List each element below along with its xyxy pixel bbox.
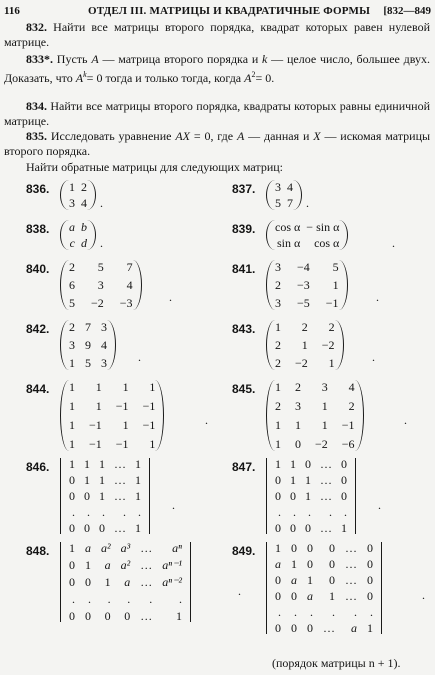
matrix-cell: 5 <box>69 296 75 310</box>
matrix-cell: 1 <box>321 418 328 432</box>
matrix-cell: … <box>114 489 126 503</box>
matrix-cell: 1 <box>69 457 75 471</box>
matrix-cell: 1 <box>69 356 75 370</box>
matrix-cell: −6 <box>341 437 355 451</box>
matrix-cell: 1 <box>275 320 281 334</box>
section-title: ОТДЕЛ III. МАТРИЦЫ И КВАДРАТИЧНЫЕ ФОРМЫ <box>88 5 371 17</box>
matrix-cell: 0 <box>275 573 281 587</box>
matrix-cell: 0 <box>69 521 75 535</box>
matrix-cell: . <box>178 592 182 606</box>
matrix-cell: 1 <box>275 437 281 451</box>
matrix-cell: 1 <box>69 180 75 194</box>
matrix-cell: a <box>124 575 131 589</box>
matrix-cell: . <box>344 505 347 519</box>
matrix-cell: 5 <box>97 260 104 274</box>
matrix-cell: 2 <box>295 380 301 394</box>
matrix-cell: … <box>320 521 332 535</box>
matrix-cell: 0 <box>367 557 373 571</box>
matrix-cell: 0 <box>295 437 301 451</box>
matrix-cell: . <box>149 592 153 606</box>
matrix-cell: 2 <box>328 320 335 334</box>
matrix-cell: 1 <box>305 489 311 503</box>
matrix-cell: 3 <box>275 296 281 310</box>
matrix-cell: 0 <box>329 541 335 555</box>
page-header <box>4 5 431 19</box>
matrix-cell: 0 <box>291 589 297 603</box>
matrix-cell: 3 <box>321 380 328 394</box>
matrix-cell: −1 <box>341 418 355 432</box>
matrix-cell: −1 <box>89 418 102 432</box>
matrix-cell: 1 <box>301 338 308 352</box>
matrix-cell: 0 <box>69 558 75 572</box>
matrix-cell: . <box>107 592 111 606</box>
matrix-cell: 3 <box>69 196 75 210</box>
matrix-cell: −1 <box>89 437 102 451</box>
matrix-cell: −4 <box>297 260 310 274</box>
matrix-cell: 7 <box>126 260 133 274</box>
matrix-cell: 1 <box>275 418 281 432</box>
matrix-cell: −1 <box>325 296 339 310</box>
matrix-cell: … <box>320 489 332 503</box>
problem-835: 835. Исследовать уравнение AX = 0, где A — данная и X — искомая матрицы второго порядка. <box>4 129 431 158</box>
matrix-cell: . <box>294 605 297 619</box>
matrix-cell: … <box>345 589 357 603</box>
matrix-cell: b <box>81 220 87 234</box>
matrix-cell: a <box>275 557 281 571</box>
matrix-cell: . <box>293 505 296 519</box>
matrix-cell: d <box>81 236 87 250</box>
matrix-cell: 0 <box>290 521 296 535</box>
matrix-cell: 2 <box>348 399 355 413</box>
matrix-cell: 1 <box>175 609 182 623</box>
matrix-cell: 1 <box>321 399 328 413</box>
matrix-cell: 1 <box>290 457 296 471</box>
matrix-cell: 0 <box>341 457 347 471</box>
matrix-cell: … <box>320 473 332 487</box>
matrix-cell: 3 <box>69 338 75 352</box>
intro-line: Найти обратные матрицы для следующих матриц: <box>26 160 284 174</box>
matrix-cell: −1 <box>115 437 129 451</box>
matrix-cell: a <box>291 573 297 587</box>
matrix-cell: 2 <box>275 278 281 292</box>
matrix-cell: 5 <box>332 260 339 274</box>
matrix-cell: 0 <box>69 609 75 623</box>
matrix-cell: 0 <box>329 573 335 587</box>
note-849: (порядок матрицы n + 1). <box>272 656 401 670</box>
matrix-cell: 1 <box>104 575 111 589</box>
matrix-cell: . <box>278 505 281 519</box>
matrix-cell: 0 <box>291 541 297 555</box>
matrix-cell: 0 <box>104 609 111 623</box>
matrix-cell: 0 <box>367 541 373 555</box>
matrix-cell: 1 <box>295 418 301 432</box>
page-number: 116 <box>4 5 20 17</box>
matrix-cell: 1 <box>122 418 129 432</box>
matrix-cell: 1 <box>84 473 90 487</box>
matrix-cell: 2 <box>275 356 281 370</box>
matrix-cell: … <box>345 541 357 555</box>
matrix-cell: a <box>85 541 91 555</box>
matrix-cell: −2 <box>315 437 328 451</box>
matrix-cell: . <box>278 605 281 619</box>
matrix-cell: 2 <box>275 338 281 352</box>
matrix-cell: −3 <box>297 278 310 292</box>
matrix-cell: 2 <box>275 399 281 413</box>
matrix-cell: 1 <box>275 541 281 555</box>
matrix-cell: −1 <box>115 399 129 413</box>
matrix-cell: 0 <box>307 621 313 635</box>
matrix-cell: 1 <box>122 380 129 394</box>
matrix-cell: . <box>370 605 373 619</box>
matrix-cell: … <box>140 575 153 589</box>
matrix-cell: . <box>329 505 332 519</box>
matrix-cell: 9 <box>85 338 91 352</box>
matrix-cell: … <box>114 457 126 471</box>
matrix-cell: 1 <box>135 473 141 487</box>
matrix-cell: . <box>123 505 126 519</box>
problem-range: [832—849 <box>383 5 431 17</box>
matrix-cell: 1 <box>84 457 90 471</box>
matrix-cell: 0 <box>367 589 373 603</box>
matrix-cell: a <box>307 589 313 603</box>
matrix-cell: 2 <box>69 260 75 274</box>
matrix-cell: 1 <box>99 457 105 471</box>
matrix-cell: −2 <box>295 356 308 370</box>
matrix-cell: 5 <box>275 196 281 210</box>
matrix-cell: 1 <box>69 380 75 394</box>
matrix-cell: 0 <box>290 489 296 503</box>
matrix-cell: 6 <box>69 278 75 292</box>
matrix-cell: . <box>138 505 141 519</box>
matrix-cell: 3 <box>295 399 301 413</box>
matrix-cell: 0 <box>275 621 281 635</box>
matrix-cell: 1 <box>135 457 141 471</box>
matrix-cell: … <box>140 609 153 623</box>
matrix-cell: 0 <box>305 521 311 535</box>
matrix-cell: 1 <box>69 541 75 555</box>
matrix-cell: … <box>323 621 335 635</box>
matrix-cell: 1 <box>149 437 156 451</box>
matrix-cell: 1 <box>69 399 75 413</box>
matrix-cell: 0 <box>275 521 281 535</box>
matrix-cell: 0 <box>84 489 90 503</box>
matrix-cell: 4 <box>81 196 87 210</box>
matrix-cell: 1 <box>69 437 75 451</box>
matrix-cell: . <box>308 505 311 519</box>
matrix-cell: . <box>87 505 90 519</box>
matrix-cell: 1 <box>135 521 141 535</box>
matrix-cell: 4 <box>101 338 107 352</box>
matrix-cell: . <box>88 592 91 606</box>
matrix-cell: 1 <box>99 489 105 503</box>
problem-833: 833*. Пусть A — матрица второго порядка и k — целое число, большее двух. Доказать, что $A^k= 0$ тогда и только тогда, когда $A^2= 0$. <box>4 52 430 85</box>
matrix-cell: 1 <box>307 573 313 587</box>
matrix-cell: 0 <box>275 473 281 487</box>
matrix-cell: 0 <box>69 473 75 487</box>
matrix-cell: cos α <box>314 236 340 250</box>
matrix-cell: 0 <box>275 589 281 603</box>
matrix-cell: aⁿ⁻¹ <box>162 558 182 572</box>
matrix-cell: 4 <box>348 380 355 394</box>
matrix-cell: −5 <box>297 296 310 310</box>
matrix-cell: 1 <box>85 558 91 572</box>
matrix-cell: … <box>345 557 357 571</box>
matrix-cell: a² <box>120 558 131 572</box>
matrix-cell: 1 <box>290 473 296 487</box>
matrix-cell: −2 <box>321 338 335 352</box>
matrix-cell: … <box>345 573 357 587</box>
matrix-cell: −1 <box>142 399 156 413</box>
matrix-cell: 3 <box>101 356 107 370</box>
matrix-cell: . <box>332 605 335 619</box>
matrix-cell: . <box>102 505 105 519</box>
matrix-cell: 1 <box>149 380 156 394</box>
matrix-cell: 1 <box>329 589 335 603</box>
matrix-cell: 0 <box>85 575 91 589</box>
matrix-cell: 0 <box>305 457 311 471</box>
matrix-cell: 1 <box>69 418 75 432</box>
matrix-cell: 1 <box>367 621 373 635</box>
problem-832: 832. Найти все матрицы второго порядка, квадрат которых равен нулевой матрице. <box>4 20 430 49</box>
matrix-cell: 0 <box>367 573 373 587</box>
matrix-cell: 7 <box>287 196 293 210</box>
matrix-cell: 3 <box>275 260 281 274</box>
matrix-cell: − sin α <box>306 220 340 234</box>
matrix-cell: 1 <box>291 557 297 571</box>
matrix-cell: 0 <box>307 557 313 571</box>
matrix-cell: 2 <box>69 320 75 334</box>
matrix-cell: 1 <box>275 457 281 471</box>
matrix-cell: 0 <box>275 489 281 503</box>
matrix-cell: a² <box>101 541 111 555</box>
matrix-cell: 0 <box>307 541 313 555</box>
matrix-cell: 5 <box>85 356 91 370</box>
matrix-cell: 1 <box>135 489 141 503</box>
matrix-cell: 3 <box>275 180 281 194</box>
matrix-cell: 0 <box>291 621 297 635</box>
matrix-cell: . <box>72 592 75 606</box>
book-page: 116 ОТДЕЛ III. МАТРИЦЫ И КВАДРАТИЧНЫЕ ФОРМЫ [832—849 832. Найти все матрицы второго порядка, квадрат которых равен нулевой матрице. 833*. Пусть A — матрица второго порядка и k — целое число, большее двух. Доказать, что $A^k= 0$ тогда и только тогда, когда $A^2= 0$. 834. Найти все матрицы второго порядка, квадраты которых равны единичной матрице. 835. Исследовать уравнение AX = 0, где A — данная и X — искомая матрицы второго порядка. Найти обратные матрицы для следующих матриц: 836. 1 2 3 4 . 837. 3 4 5 7 . 838. a b c d . 839. cos α − sin α sin α cos α . 840. 2 5 7 6 3 4 5 −2 −3 . 841. 3 −4 5 2 −3 1 3 −5 −1 . 842. 2 7 3 3 9 4 1 5 3 . 843. 1 2 2 2 1 −2 2 −2 1 . 844. 1 1 1 1 1 1 −1 −1 1 −1 1 −1 1 −1 −1 1 . 845. 1 2 3 4 2 3 1 2 1 1 1 −1 1 0 −2 −6 . 846. 1 1 1 … 1 0 1 1 … 1 0 0 1 … 1 . . . . . 0 0 0 … 1 . 847. 1 1 0 … 0 0 1 1 … 0 0 0 1 … 0 . . . . . 0 0 0 … 1 . 848. 1 a a² a³ … aⁿ 0 1 a a² … aⁿ⁻¹ 0 0 1 a … aⁿ⁻² . . . . . . 0 0 0 0 … 1 . 849. 1 0 0 0 … 0 a 1 0 0 … 0 0 a 1 0 … 0 0 0 a 1 … 0 . . . . . . 0 0 0 … a 1 . (порядок матрицы n + 1). <box>4 5 431 670</box>
matrix-cell: −3 <box>119 296 133 310</box>
matrix-cell: 2 <box>81 180 87 194</box>
matrix-cell: cos α <box>275 220 301 234</box>
matrix-cell: 1 <box>95 399 102 413</box>
matrix-cell: 0 <box>124 609 131 623</box>
matrix-cell: 0 <box>69 575 75 589</box>
matrix-cell: 0 <box>99 521 105 535</box>
matrix-cell: 0 <box>85 609 91 623</box>
matrix-cell: aⁿ <box>172 541 182 555</box>
matrix-cell: . <box>354 605 357 619</box>
matrix-cell: 0 <box>84 521 90 535</box>
matrix-cell: . <box>72 505 75 519</box>
matrix-cell: 1 <box>328 356 335 370</box>
matrix-cell: … <box>320 457 332 471</box>
matrix-cell: 4 <box>287 180 293 194</box>
matrix-cell: sin α <box>277 236 301 250</box>
matrix-cell: . <box>127 592 131 606</box>
matrix-cell: 2 <box>301 320 308 334</box>
matrix-cell: … <box>140 541 153 555</box>
matrix-cell: 3 <box>97 278 104 292</box>
matrix-cell: 1 <box>95 380 102 394</box>
matrix-cell: 3 <box>101 320 107 334</box>
matrix-cell: 1 <box>305 473 311 487</box>
matrix-cell: 0 <box>329 557 335 571</box>
matrix-cell: a <box>104 558 111 572</box>
matrix-cell: . <box>310 605 313 619</box>
matrix-cell: 4 <box>126 278 133 292</box>
matrix-cell: 0 <box>341 489 347 503</box>
matrix-cell: 0 <box>69 489 75 503</box>
matrix-cell: a <box>351 621 357 635</box>
matrix-cell: −1 <box>142 418 156 432</box>
matrix-cell: 0 <box>341 473 347 487</box>
matrix-cell: a³ <box>120 541 131 555</box>
matrix-cell: 1 <box>332 278 339 292</box>
matrix-cell: a <box>69 220 75 234</box>
matrix-cell: 1 <box>275 380 281 394</box>
matrix-cell: 1 <box>99 473 105 487</box>
matrix-cell: 7 <box>85 320 91 334</box>
matrix-cell: … <box>114 473 126 487</box>
matrix-cell: … <box>114 521 126 535</box>
matrix-cell: c <box>69 236 75 250</box>
problem-834: 834. Найти все матрицы второго порядка, квадраты которых равны единичной матрице. <box>4 99 431 128</box>
matrix-cell: −2 <box>91 296 104 310</box>
matrix-cell: 1 <box>341 521 347 535</box>
matrix-cell: … <box>140 558 153 572</box>
matrix-cell: aⁿ⁻² <box>162 575 182 589</box>
